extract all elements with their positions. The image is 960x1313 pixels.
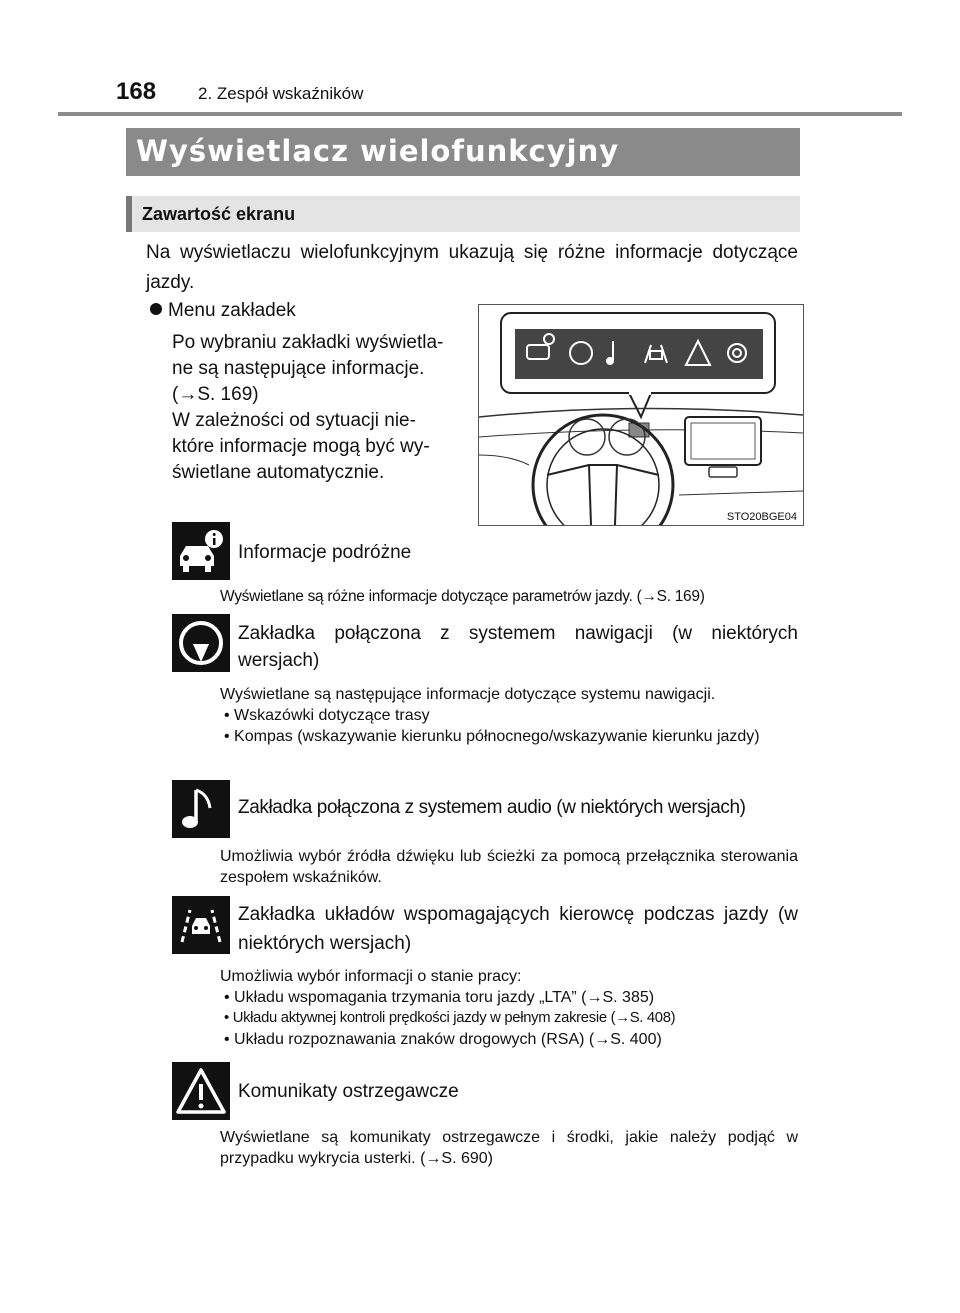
menu-label: Menu zakładek <box>168 300 296 321</box>
section-desc-warnings <box>220 1127 798 1169</box>
desc-line: Wyświetlane są różne informacje dotyczące parametrów jazdy. (→S. 169) <box>220 588 705 605</box>
bullet-dot-icon <box>150 303 162 315</box>
driver-assist-icon <box>172 896 230 954</box>
section-title-trip-info: Informacje podróżne <box>238 542 412 563</box>
illustration-code: STO20BGE04 <box>726 511 797 523</box>
section-title-bar <box>126 128 800 176</box>
section-title-driver-assist: Zakładka układów wspomagających kierowcę podczas jazdy (w niektórych wersjach) <box>238 904 798 954</box>
subsection-bar <box>126 196 800 232</box>
desc-list-item: • Układu rozpoznawania znaków drogowych (RSA) (→S. 400) <box>224 1031 662 1048</box>
menu-desc-line: ne są następujące informacje. <box>172 358 425 379</box>
desc-line: Wyświetlane są komunikaty ostrzegawcze i środki, jakie należy podjąć w przypadku wykrycia usterki. (→S. 690) <box>220 1129 798 1167</box>
section-desc-trip-info <box>220 586 798 607</box>
desc-line: Wyświetlane są następujące informacje dotyczące systemu nawigacji. <box>220 686 716 703</box>
desc-line: Umożliwia wybór informacji o stanie pracy: <box>220 968 522 985</box>
section-desc-driver-assist <box>220 966 810 1050</box>
intro-text: Na wyświetlaczu wielofunkcyjnym ukazują się różne informacje dotyczące jazdy. <box>146 242 798 293</box>
subsection-accent <box>126 196 132 232</box>
menu-desc-line: W zależności od sytuacji nie- <box>172 410 416 431</box>
menu-desc-line: które informacje mogą być wy- <box>172 436 430 457</box>
menu-desc-line: (→S. 169) <box>172 384 259 405</box>
dashboard-illustration <box>478 304 804 526</box>
menu-bullet <box>150 300 296 322</box>
desc-list-item: • Układu aktywnej kontroli prędkości jazdy w pełnym zakresie (→S. 408) <box>224 1010 676 1026</box>
section-desc-navigation <box>220 684 798 747</box>
section-title-audio: Zakładka połączona z systemem audio (w niektórych wersjach) <box>238 797 746 818</box>
menu-desc-line: Po wybraniu zakładki wyświetla- <box>172 332 444 353</box>
section-desc-audio <box>220 846 798 888</box>
subsection-title: Zawartość ekranu <box>142 204 296 224</box>
menu-desc-line: świetlane automatycznie. <box>172 462 385 483</box>
navigation-icon <box>172 614 230 672</box>
section-title-navigation: Zakładka połączona z systemem nawigacji (w niektórych wersjach) <box>238 623 798 671</box>
desc-list-item: • Wskazówki dotyczące trasy <box>224 707 430 724</box>
desc-list-item: • Kompas (wskazywanie kierunku północnego/wskazywanie kierunku jazdy) <box>224 728 760 745</box>
dashboard-drawing <box>479 305 803 525</box>
page-number: 168 <box>116 78 157 105</box>
menu-description <box>172 330 462 486</box>
warning-icon <box>172 1062 230 1120</box>
chapter-title: 2. Zespół wskaźników <box>198 84 364 103</box>
page-title: Wyświetlacz wielofunkcyjny <box>136 134 620 168</box>
car-info-icon <box>172 522 230 580</box>
desc-list-item: • Układu wspomagania trzymania toru jazdy „LTA” (→S. 385) <box>224 989 655 1006</box>
section-title-warnings: Komunikaty ostrzegawcze <box>238 1081 459 1102</box>
desc-line: Umożliwia wybór źródła dźwięku lub ścieżki za pomocą przełącznika sterowania zespołem wskaźników. <box>220 848 798 886</box>
header-rule <box>58 112 902 116</box>
music-note-icon <box>172 780 230 838</box>
